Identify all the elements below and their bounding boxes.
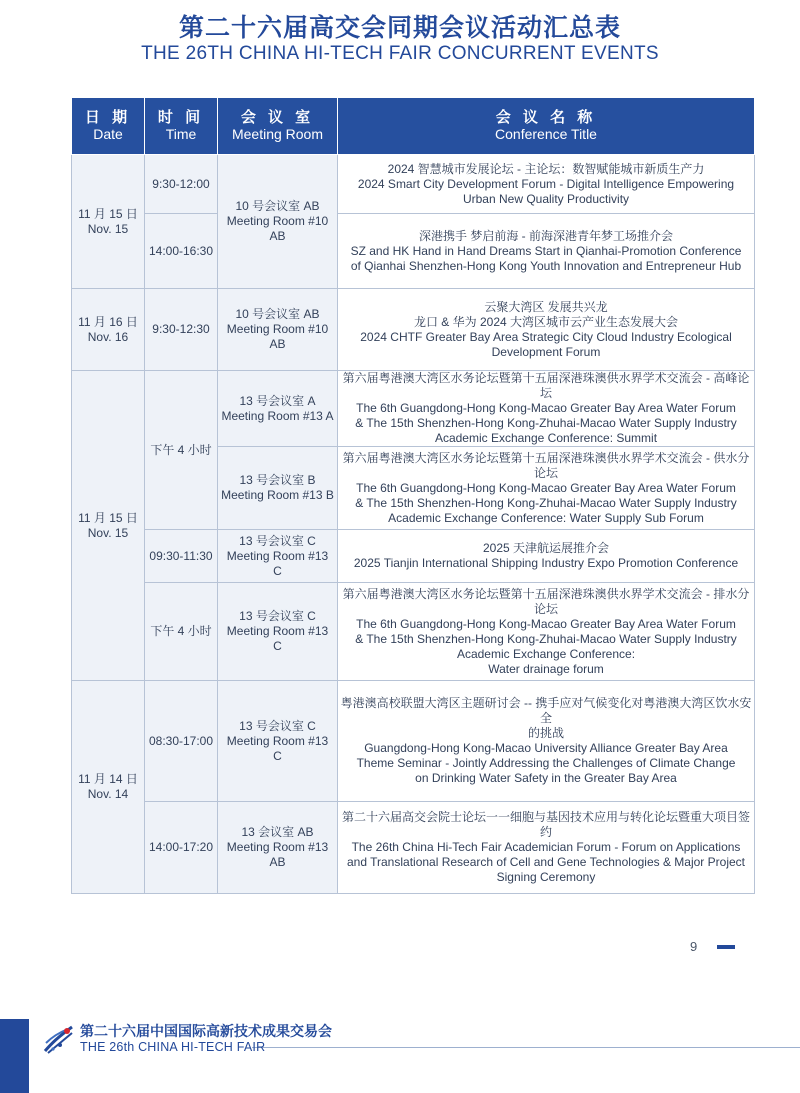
title-line: 第六届粤港澳大湾区水务论坛暨第十五届深港珠澳供水界学术交流会 - 排水分论坛 — [342, 586, 750, 616]
title-line: The 26th China Hi-Tech Fair Academician Forum - Forum on Applications — [351, 840, 741, 854]
date-cell — [72, 289, 145, 371]
column-header-title-en: Conference Title — [495, 126, 597, 142]
title-line: Academic Exchange Conference: Summit — [434, 431, 658, 445]
title-line: 龙口 & 华为 2024 大湾区城市云产业生态发展大会 — [413, 314, 679, 329]
footer-accent-block — [0, 1019, 29, 1093]
title-line: The 6th Guangdong-Hong Kong-Macao Greater Bay Area Water Forum — [356, 616, 736, 631]
table-row — [72, 214, 755, 289]
table-row — [72, 583, 755, 681]
table-row — [72, 681, 755, 802]
page-number: 9 — [690, 939, 698, 954]
room-line: 13 号会议室 C — [239, 609, 316, 623]
title-line: & The 15th Shenzhen-Hong Kong-Zhuhai-Macao Water Supply Industry — [355, 416, 737, 430]
table-row — [72, 289, 755, 371]
title-cell — [338, 802, 755, 894]
title-cell — [338, 447, 755, 530]
footer-title-cn: 第二十六届中国国际高新技术成果交易会 — [80, 1024, 332, 1040]
title-line: SZ and HK Hand in Hand Dreams Start in Qianhai-Promotion Conference — [350, 243, 742, 258]
date-cell — [72, 155, 145, 289]
title-cell — [338, 155, 755, 214]
title-line: 2024 Smart City Development Forum - Digital Intelligence Empowering — [357, 176, 735, 191]
page-number-marker — [717, 945, 735, 949]
room-cell — [218, 371, 338, 447]
table-row — [72, 155, 755, 214]
room-line: Meeting Room #13 C — [226, 548, 329, 578]
footer-divider — [252, 1047, 800, 1048]
title-line: 2024 智慧城市发展论坛 - 主论坛：数智赋能城市新质生产力 — [387, 161, 705, 176]
date-cell — [72, 371, 145, 681]
page-subtitle: THE 26TH CHINA HI-TECH FAIR CONCURRENT EVENTS — [141, 43, 659, 64]
column-header-room-cn: 会 议 室 — [240, 109, 315, 126]
room-line: AB — [269, 337, 286, 351]
room-cell — [218, 681, 338, 802]
time-cell: 下午 4 小时 — [145, 371, 218, 530]
table-header-row — [72, 98, 755, 155]
title-line: on Drinking Water Safety in the Greater Bay Area — [415, 771, 677, 785]
column-header-time-en: Time — [165, 126, 197, 142]
title-line: Academic Exchange Conference: Water Supply Sub Forum — [388, 510, 704, 525]
room-line: 13 号会议室 A — [239, 393, 316, 408]
room-line: Meeting Room #13 — [226, 840, 329, 854]
column-header-time-cn: 时 间 — [157, 109, 205, 126]
title-line: Urban New Quality Productivity — [462, 191, 630, 206]
title-cell — [338, 289, 755, 371]
title-line: 2024 CHTF Greater Bay Area Strategic City Cloud Industry Ecological — [360, 329, 732, 344]
column-header-room-en: Meeting Room — [231, 126, 324, 142]
date-en: Nov. 15 — [87, 221, 129, 236]
room-cell — [218, 289, 338, 371]
title-line: Development Forum — [491, 344, 601, 359]
title-cell — [338, 214, 755, 289]
title-line: Signing Ceremony — [496, 870, 596, 884]
room-line: Meeting Room #13 B — [221, 488, 334, 502]
title-line: 深港携手 梦启前海 - 前海深港青年梦工场推介会 — [419, 228, 673, 243]
room-cell — [218, 447, 338, 530]
date-cn: 11 月 15 日 — [78, 510, 138, 525]
title-cell — [338, 530, 755, 583]
time-cell: 08:30-17:00 — [145, 681, 218, 802]
title-line: and Translational Research of Cell and Gene Technologies & Major Project — [346, 855, 745, 869]
time-cell: 9:30-12:00 — [145, 155, 218, 214]
title-line: 2025 天津航运展推介会 — [482, 541, 610, 555]
time-cell: 09:30-11:30 — [145, 530, 218, 583]
room-line: AB — [269, 855, 286, 869]
room-line: AB — [269, 229, 286, 243]
column-header-time — [145, 98, 218, 155]
room-line: 10 号会议室 AB — [235, 199, 320, 213]
table-row — [72, 802, 755, 894]
column-header-date — [72, 98, 145, 155]
column-header-title — [338, 98, 755, 155]
date-cn: 11 月 15 日 — [78, 206, 138, 221]
title-line: 第二十六届高交会院士论坛一一细胞与基因技术应用与转化论坛暨重大项目签约 — [341, 810, 750, 839]
date-en: Nov. 15 — [87, 525, 129, 540]
title-line: The 6th Guangdong-Hong Kong-Macao Greater Bay Area Water Forum — [356, 480, 736, 495]
table-row — [72, 371, 755, 447]
title-line: The 6th Guangdong-Hong Kong-Macao Greater Bay Area Water Forum — [356, 401, 736, 415]
footer-title-en: THE 26th CHINA HI-TECH FAIR — [80, 1040, 266, 1054]
title-line: 2025 Tianjin International Shipping Industry Expo Promotion Conference — [353, 556, 739, 570]
column-header-title-cn: 会 议 名 称 — [495, 109, 597, 126]
title-line: 第六届粤港澳大湾区水务论坛暨第十五届深港珠澳供水界学术交流会 - 供水分论坛 — [342, 450, 750, 480]
title-line: of Qianhai Shenzhen-Hong Kong Youth Innovation and Entrepreneur Hub — [350, 258, 742, 273]
room-line: 13 号会议室 B — [239, 473, 316, 487]
room-cell — [218, 802, 338, 894]
title-line: Water drainage forum — [488, 661, 604, 676]
date-en: Nov. 16 — [87, 329, 129, 344]
time-cell: 下午 4 小时 — [145, 583, 218, 681]
hi-tech-fair-logo-icon — [42, 1021, 76, 1055]
title-line: 的挑战 — [527, 726, 564, 740]
title-cell — [338, 371, 755, 447]
date-cn: 11 月 16 日 — [78, 314, 138, 329]
table-row — [72, 530, 755, 583]
title-line: 第六届粤港澳大湾区水务论坛暨第十五届深港珠澳供水界学术交流会 - 高峰论坛 — [342, 371, 750, 400]
title-line: & The 15th Shenzhen-Hong Kong-Zhuhai-Macao Water Supply Industry — [355, 631, 737, 646]
title-cell — [338, 681, 755, 802]
title-line: & The 15th Shenzhen-Hong Kong-Zhuhai-Macao Water Supply Industry — [355, 495, 737, 510]
room-line: 13 号会议室 C — [239, 533, 316, 548]
time-cell: 14:00-17:20 — [145, 802, 218, 894]
title-line: Guangdong-Hong Kong-Macao University Alliance Greater Bay Area — [364, 741, 728, 755]
events-table — [71, 97, 755, 894]
page-title: 第二十六届高交会同期会议活动汇总表 — [178, 13, 621, 42]
room-line: Meeting Room #10 — [226, 214, 329, 228]
room-line: Meeting Room #13 C — [226, 733, 329, 763]
room-line: 13 号会议室 C — [239, 718, 316, 733]
date-en: Nov. 14 — [87, 787, 129, 801]
title-line: Theme Seminar - Jointly Addressing the Challenges of Climate Change — [356, 756, 736, 770]
time-cell: 9:30-12:30 — [145, 289, 218, 371]
time-cell: 14:00-16:30 — [145, 214, 218, 289]
room-cell — [218, 155, 338, 289]
room-line: 10 号会议室 AB — [235, 307, 320, 321]
room-cell — [218, 530, 338, 583]
date-cn: 11 月 14 日 — [78, 772, 138, 786]
room-line: Meeting Room #13 A — [221, 408, 334, 423]
room-cell — [218, 583, 338, 681]
title-cell — [338, 583, 755, 681]
date-cell — [72, 681, 145, 894]
title-line: 云聚大湾区 发展共兴龙 — [484, 299, 608, 314]
room-line: Meeting Room #13 C — [226, 624, 329, 653]
column-header-room — [218, 98, 338, 155]
title-line: 粤港澳高校联盟大湾区主题研讨会 -- 携手应对气候变化对粤港澳大湾区饮水安全 — [340, 696, 752, 725]
column-header-date-cn: 日 期 — [84, 109, 132, 126]
room-line: 13 会议室 AB — [241, 825, 314, 839]
room-line: Meeting Room #10 — [226, 322, 329, 336]
column-header-date-en: Date — [93, 126, 123, 142]
title-line: Academic Exchange Conference: — [456, 646, 636, 661]
